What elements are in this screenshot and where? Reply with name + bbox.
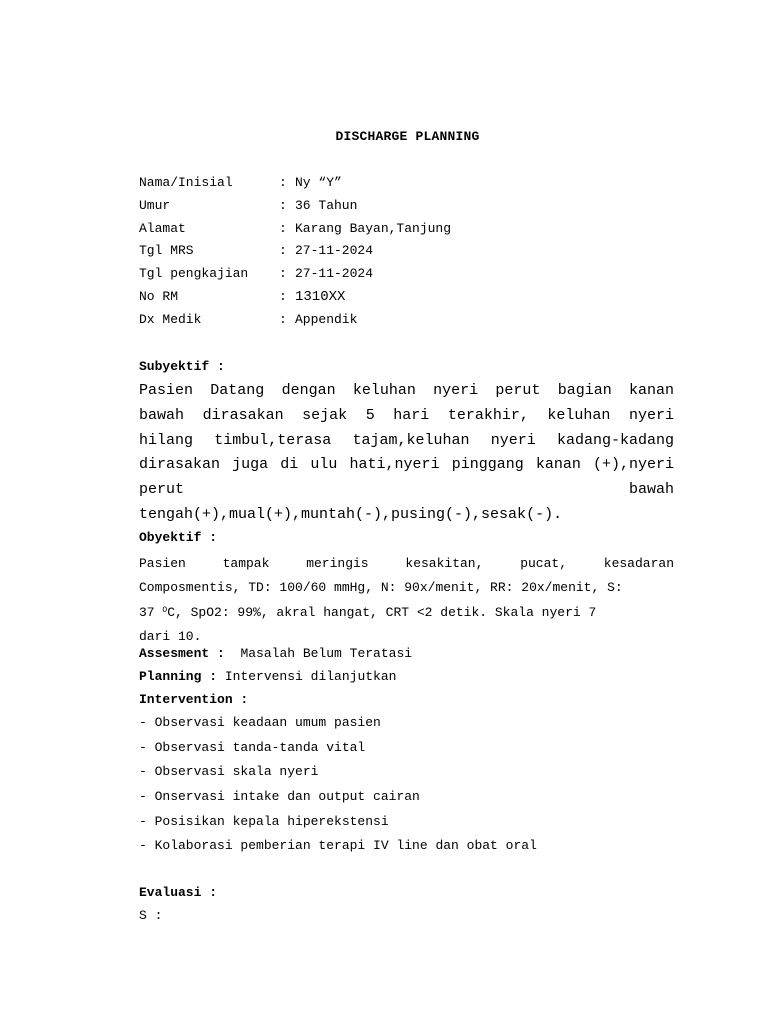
info-value: Karang Bayan,Tanjung (295, 220, 452, 236)
subyektif-line: hilang timbul,terasa tajam,keluhan nyeri kadang-kadang (139, 431, 674, 449)
intervention-item: - Observasi keadaan umum pasien (139, 715, 381, 730)
obyektif-line (139, 552, 674, 576)
info-value: 1310XX (295, 288, 346, 305)
evaluasi-s-label: S : (139, 908, 163, 923)
obyektif-line (139, 599, 674, 625)
info-value: Appendik (295, 311, 358, 327)
info-row-dx-medik (139, 312, 679, 335)
obyektif-body (139, 552, 674, 648)
info-label: Tgl MRS (139, 243, 194, 259)
assesment-value: Masalah Belum Teratasi (240, 646, 413, 661)
subyektif-word: bawah (628, 481, 674, 499)
obyektif-word: kesadaran (603, 556, 674, 571)
info-colon: : (279, 197, 287, 213)
subyektif-line (139, 478, 674, 503)
obyektif-heading: Obyektif : (139, 530, 218, 545)
info-value: 36 Tahun (295, 197, 358, 213)
subyektif-line: Pasien Datang dengan keluhan nyeri perut bagian kanan (139, 382, 674, 399)
info-value: 27-11-2024 (295, 266, 374, 282)
assesment-row (139, 646, 674, 661)
evaluasi-heading: Evaluasi : (139, 885, 218, 900)
info-label: Alamat (139, 220, 186, 236)
obyektif-text: C, SpO2: 99%, akral hangat, CRT <2 detik. Skala nyeri 7 (167, 605, 597, 620)
intervention-item: - Posisikan kepala hiperekstensi (139, 813, 389, 829)
obyektif-line: Composmentis, TD: 100/60 mmHg, N: 90x/menit, RR: 20x/menit, S: (139, 579, 623, 595)
obyektif-word: meringis (306, 556, 369, 571)
info-colon: : (279, 266, 287, 282)
intervention-item: - Kolaborasi pemberian terapi IV line dan obat oral (139, 838, 537, 854)
intervention-item: - Observasi skala nyeri (139, 764, 319, 780)
info-colon: : (279, 288, 287, 304)
info-row-tgl-pengkajian (139, 266, 679, 289)
info-colon: : (279, 175, 287, 190)
info-label: No RM (139, 288, 179, 304)
subyektif-heading: Subyektif : (139, 359, 225, 374)
info-label: Dx Medik (139, 311, 202, 327)
info-row-nama (139, 175, 679, 198)
intervention-heading: Intervention : (139, 692, 249, 707)
page-title: DISCHARGE PLANNING (335, 129, 480, 144)
obyektif-word: tampak (222, 556, 270, 571)
planning-row (139, 669, 674, 684)
planning-value: Intervensi dilanjutkan (224, 669, 397, 684)
intervention-item: - Onservasi intake dan output cairan (139, 789, 420, 805)
info-row-tgl-mrs (139, 243, 679, 266)
obyektif-line: dari 10. (139, 628, 202, 644)
info-row-umur (139, 198, 679, 221)
planning-label: Planning : (139, 669, 218, 684)
subyektif-word: perut (139, 481, 185, 499)
subyektif-body (139, 379, 674, 528)
intervention-item: - Observasi tanda-tanda vital (139, 739, 366, 755)
intervention-list (139, 714, 674, 862)
info-row-no-rm (139, 289, 679, 312)
info-row-alamat (139, 221, 679, 244)
info-value: 27-11-2024 (295, 243, 374, 259)
info-label: Umur (139, 197, 171, 213)
assesment-label: Assesment : (139, 646, 225, 661)
obyektif-word: Pasien (139, 556, 186, 571)
patient-info (139, 175, 679, 335)
degree-superscript: O (162, 606, 168, 615)
info-label: Tgl pengkajian (139, 266, 249, 282)
obyektif-word: pucat, (520, 556, 567, 571)
obyektif-text: 37 (139, 605, 163, 620)
info-colon: : (279, 243, 287, 259)
subyektif-line: tengah(+),mual(+),muntah(-),pusing(-),sesak(-). (139, 505, 563, 523)
subyektif-line: dirasakan juga di ulu hati,nyeri pinggang kanan (+),nyeri (139, 456, 674, 474)
info-colon: : (279, 311, 287, 327)
info-colon: : (279, 220, 287, 236)
obyektif-word: kesakitan, (405, 556, 484, 571)
info-value: Ny “Y” (295, 175, 342, 190)
subyektif-line: bawah dirasakan sejak 5 hari terakhir, keluhan nyeri (139, 406, 674, 424)
info-label: Nama/Inisial (139, 175, 233, 190)
